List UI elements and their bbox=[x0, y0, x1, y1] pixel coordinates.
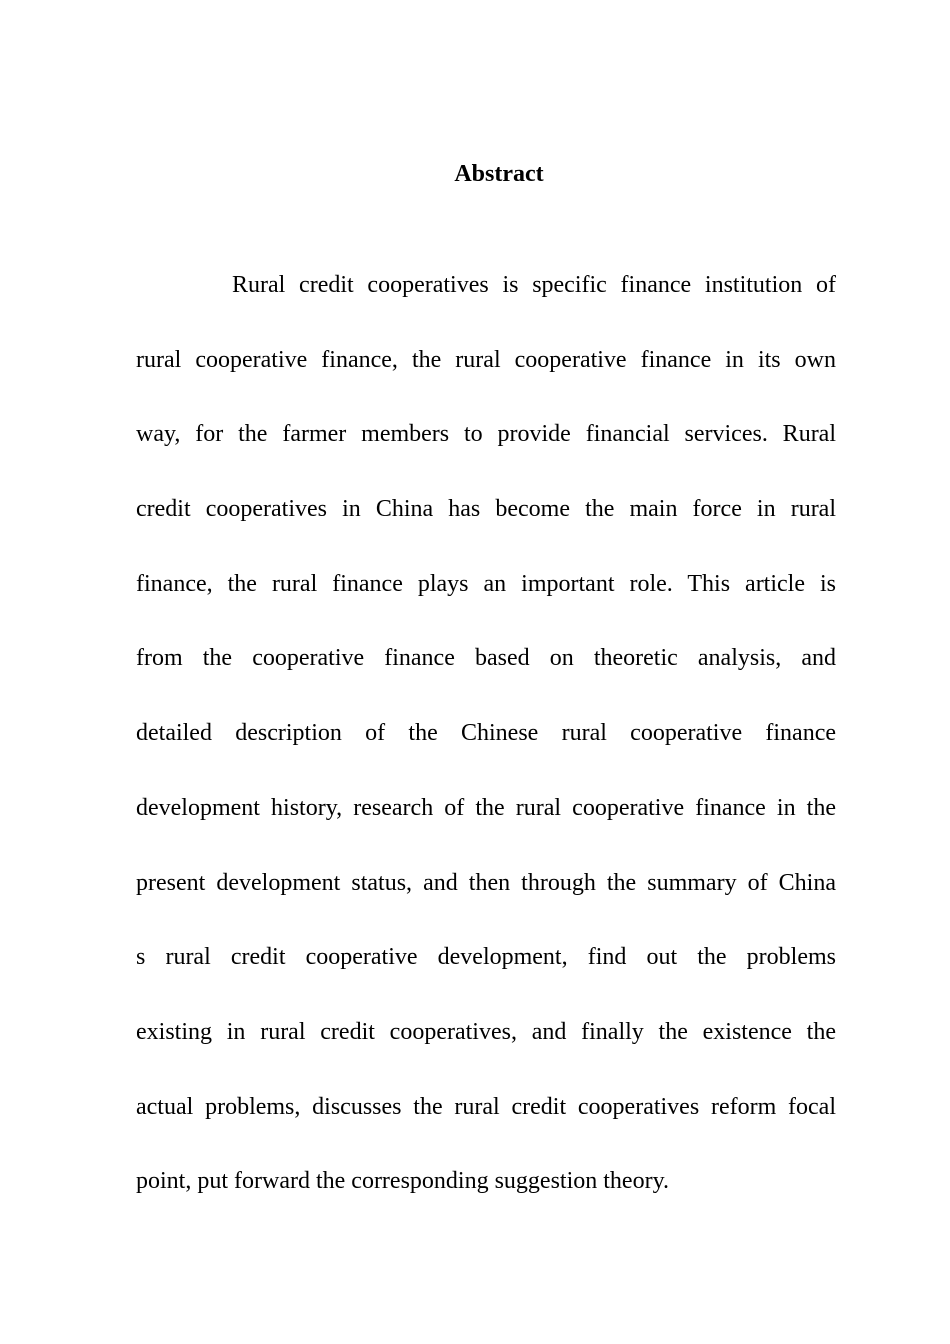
paragraph-line: from the cooperative finance based on theoretic analysis, and bbox=[136, 645, 836, 672]
paragraph-line: credit cooperatives in China has become the main force in rural bbox=[136, 496, 836, 523]
abstract-paragraph bbox=[136, 267, 836, 1238]
paragraph-line: actual problems, discusses the rural credit cooperatives reform focal bbox=[136, 1093, 836, 1120]
abstract-title: Abstract bbox=[454, 161, 544, 187]
paragraph-line: finance, the rural finance plays an important role. This article is bbox=[136, 570, 836, 597]
paragraph-line: existing in rural credit cooperatives, and finally the existence the bbox=[136, 1018, 836, 1045]
paragraph-line: present development status, and then through the summary of China bbox=[136, 869, 836, 896]
paragraph-line: detailed description of the Chinese rural cooperative finance bbox=[136, 720, 836, 747]
paragraph-line: way, for the farmer members to provide financial services. Rural bbox=[136, 421, 836, 448]
paragraph-line: point, put forward the corresponding suggestion theory. bbox=[136, 1168, 670, 1195]
paragraph-line: Rural credit cooperatives is specific finance institution of bbox=[232, 272, 836, 298]
paragraph-line: rural cooperative finance, the rural cooperative finance in its own bbox=[136, 346, 836, 373]
paragraph-line: development history, research of the rural cooperative finance in the bbox=[136, 794, 836, 821]
paragraph-line: s rural credit cooperative development, find out the problems bbox=[136, 944, 836, 971]
